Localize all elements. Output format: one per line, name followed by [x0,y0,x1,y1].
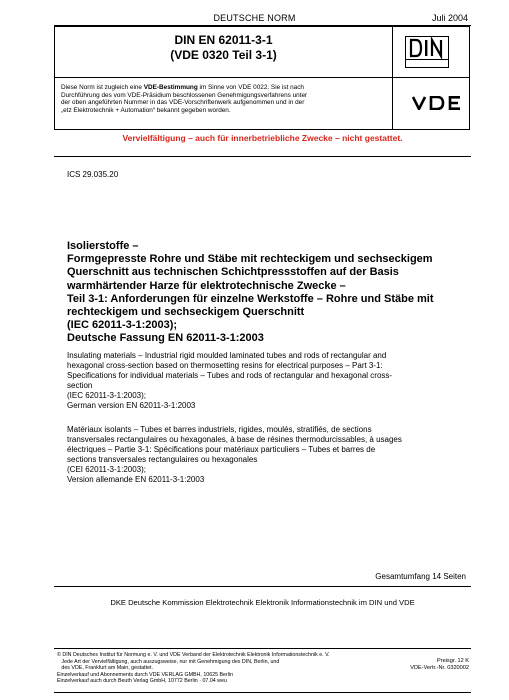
vde-logo-icon [412,96,466,110]
reproduction-notice: Vervielfältigung – auch für innerbetriebliche Zwecke – nicht gestattet. [54,129,471,157]
title-line: Deutsche Fassung EN 62011-3-1:2003 [67,332,264,345]
vde-number: (VDE 0320 Teil 3-1) [170,48,277,62]
title-line: Insulating materials – Industrial rigid moulded laminated tubes and rods of rectangular and [67,351,387,360]
copyright-notice: © DIN Deutsches Institut für Normung e. V. und VDE Verband der Elektrotechnik Elektronik Informationstechnik e. V. Jede Art der Vervielfältigung, auch auszugsweise, nur mit Genehmigung des DIN, Berlin, und des VDE, Frankfurt am Main, gestattet. Einzelverkauf und Abonnements durch VDE VERLAG GMBH, 10625 Berlin Einzelverkauf auch durch Beuth Verlag GmbH, 10772 Berlin · 07.04 weu [57,652,330,685]
din-logo-icon [405,36,449,68]
norm-type-header: DEUTSCHE NORM [213,13,296,23]
vde-note-box [54,77,470,130]
title-line: warmhärtender Harze für elektrotechnische Zwecke – [67,279,346,292]
standard-number: DIN EN 62011-3-1 [174,33,273,47]
title-line: German version EN 62011-3-1:2003 [67,400,196,410]
title-line: transversales rectangulaires ou hexagonales, à base de résines thermodurcissables, à usages [67,434,402,444]
title-line: rechteckigem und sechseckigem Querschnitt [67,306,305,319]
title-line: section [67,380,93,390]
price-info [410,658,469,672]
standard-box [54,26,470,78]
title-line: Matériaux isolants – Tubes et barres industriels, rigides, moulés, stratifiés, de sections [67,425,372,434]
order-number: VDE-Vertr.-Nr. 0320002 [410,665,469,671]
standard-title [55,33,392,63]
title-line: (CEI 62011-3-1:2003); [67,464,147,474]
title-line: Isolierstoffe – [67,240,139,252]
title-line: (IEC 62011-3-1:2003); [67,390,147,400]
title-german [67,240,467,346]
title-english [67,351,467,410]
title-french [67,425,467,484]
title-line: Teil 3-1: Anforderungen für einzelne Werkstoffe – Rohre und Stäbe mit [67,292,434,305]
ics-code: ICS 29.035.20 [67,170,119,179]
title-line: Specifications for individual materials – Tubes and rods of rectangular and hexagonal cross- [67,370,393,380]
footer [54,648,471,693]
committee-name: DKE Deutsche Kommission Elektrotechnik Elektronik Informationstechnik im DIN und VDE [110,598,415,607]
title-line: électriques – Partie 3-1: Spécifications pour matériaux particuliers – Tubes et barres de [67,444,376,454]
title-line: Version allemande EN 62011-3-1:2003 [67,474,205,484]
title-line: hexagonal cross-section based on thermosetting resins for electrical purposes – Part 3-1: [67,360,383,370]
title-line: (IEC 62011-3-1:2003); [67,319,178,332]
price-group: Preisgr. 12 K [436,658,469,664]
publication-date: Juli 2004 [431,13,468,23]
vde-note: Diese Norm ist zugleich eine VDE-Bestimmung im Sinne von VDE 0022. Sie ist nach Durchführung des vom VDE-Präsidium beschlossenen Genehmigungsverfahrens unter der oben angeführten Nummer in das VDE-Vorschriftenwerk aufgenommen und in der „etz Elektrotechnik + Automation“ bekannt gegeben worden. [61,84,308,114]
total-pages: Gesamtumfang 14 Seiten [375,572,466,581]
committee-rule [54,586,471,587]
title-line: sections transversales rectangulaires ou hexagonales [67,454,258,464]
title-line: Querschnitt aus technischen Schichtpressstoffen auf der Basis [67,266,399,279]
title-line: Formgepresste Rohre und Stäbe mit rechteckigem und sechseckigem [67,253,433,266]
